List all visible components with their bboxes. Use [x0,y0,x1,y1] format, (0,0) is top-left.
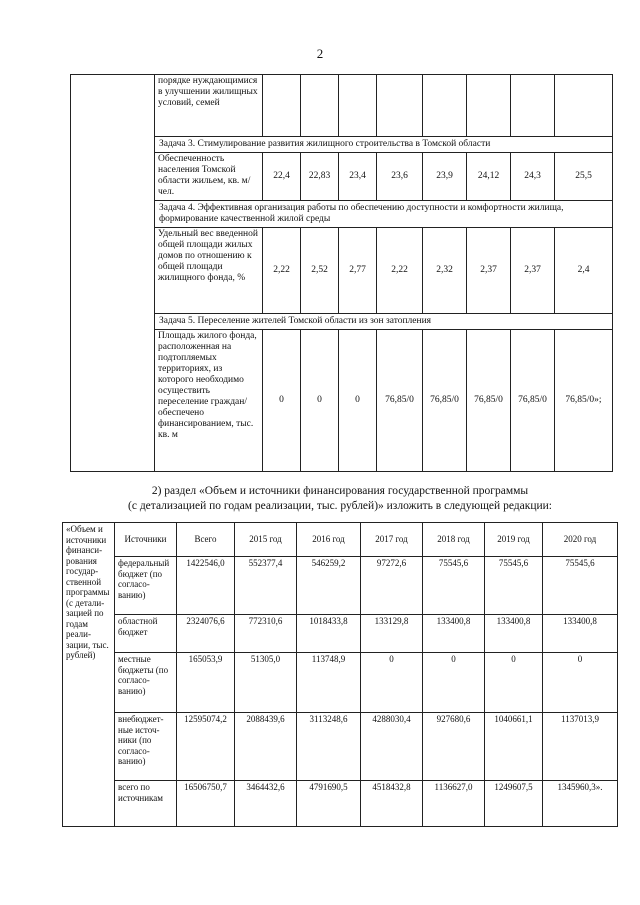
table-row [71,75,613,137]
section-paragraph [84,484,596,514]
value-cell: 1136627,0 [423,781,485,827]
column-header: Источники [115,523,177,557]
row-label: Площадь жилого фонда, расположенная на подтопляемых территориях, из которого необходимо осуществить переселение граждан/обеспечено финансированием, тыс. кв. м [155,330,263,472]
value-cell: 22,83 [301,153,339,201]
value-cell: 1040661,1 [485,713,543,781]
value-cell: 4791690,5 [297,781,361,827]
value-cell: 4518432,8 [361,781,423,827]
row-label: порядке нуждающимися в улучшении жилищных условий, семей [155,75,263,137]
value-cell: 1249607,5 [485,781,543,827]
task-3-heading: Задача 3. Стимулирование развития жилищного строительства в Томской области [155,137,613,153]
value-cell: 16506750,7 [177,781,235,827]
value-cell: 3113248,6 [297,713,361,781]
value-cell: 4288030,4 [361,713,423,781]
value-cell: 2324076,6 [177,615,235,653]
row-label: Удельный вес введенной общей площади жилых домов по отношению к общей площади жилищного фонда, % [155,228,263,314]
value-cell: 546259,2 [297,557,361,615]
value-cell: 25,5 [555,153,613,201]
paragraph-line-2: (с детализацией по годам реализации, тыс. рублей)» изложить в следующей редакции: [128,500,552,512]
value-cell: 2,22 [263,228,301,314]
empty-cell [71,75,155,472]
value-cell: 76,85/0 [511,330,555,472]
value-cell: 0 [339,330,377,472]
value-cell: 2,52 [301,228,339,314]
value-cell: 76,85/0 [467,330,511,472]
value-cell: 133400,8 [485,615,543,653]
page-number: 2 [316,46,324,61]
value-cell: 2,37 [511,228,555,314]
table-row [63,713,618,781]
value-cell: 927680,6 [423,713,485,781]
value-cell: 1018433,8 [297,615,361,653]
value-cell: 0 [543,653,618,713]
value-cell: 0 [361,653,423,713]
value-cell: 2088439,6 [235,713,297,781]
task-4-heading: Задача 4. Эффективная организация работы по обеспечению доступности и комфортности жилища, формирование качественной жилой среды [155,201,613,228]
task-5-heading: Задача 5. Переселение жителей Томской области из зон затопления [155,314,613,330]
column-header: 2015 год [235,523,297,557]
value-cell: 51305,0 [235,653,297,713]
table-header-row [63,523,618,557]
column-header: Всего [177,523,235,557]
value-cell: 165053,9 [177,653,235,713]
value-cell: 3464432,6 [235,781,297,827]
table-row [63,781,618,827]
table-row [63,557,618,615]
value-cell: 75545,6 [423,557,485,615]
value-cell: 2,77 [339,228,377,314]
value-cell: 23,9 [423,153,467,201]
value-cell: 133400,8 [423,615,485,653]
value-cell: 24,12 [467,153,511,201]
value-cell: 0 [423,653,485,713]
value-cell: 0 [263,330,301,472]
table-row [63,653,618,713]
value-cell: 0 [301,330,339,472]
value-cell: 12595074,2 [177,713,235,781]
value-cell: 1422546,0 [177,557,235,615]
value-cell: 75545,6 [543,557,618,615]
row-label: Обеспеченность населения Томской области жильем, кв. м/чел. [155,153,263,201]
source-cell: местные бюджеты (по согласо-ванию) [115,653,177,713]
indicators-table [70,74,613,472]
table-row [63,615,618,653]
value-cell: 133129,8 [361,615,423,653]
value-cell: 113748,9 [297,653,361,713]
value-cell: 2,22 [377,228,423,314]
source-cell: федеральный бюджет (по согласо-ванию) [115,557,177,615]
value-cell: 772310,6 [235,615,297,653]
value-cell: 2,32 [423,228,467,314]
source-cell: областной бюджет [115,615,177,653]
financing-table [62,522,618,827]
column-header: 2017 год [361,523,423,557]
value-cell: 97272,6 [361,557,423,615]
value-cell: 23,4 [339,153,377,201]
value-cell: 2,4 [555,228,613,314]
value-cell: 22,4 [263,153,301,201]
value-cell: 75545,6 [485,557,543,615]
column-header: 2020 год [543,523,618,557]
value-cell: 552377,4 [235,557,297,615]
value-cell: 23,6 [377,153,423,201]
column-header: 2019 год [485,523,543,557]
value-cell: 2,37 [467,228,511,314]
value-cell: 133400,8 [543,615,618,653]
value-cell: 1345960,3». [543,781,618,827]
value-cell: 24,3 [511,153,555,201]
value-cell: 76,85/0 [423,330,467,472]
value-cell: 1137013,9 [543,713,618,781]
program-label-cell: «Объем и источники финанси-рования государ-ственной программы (с детали-зацией по годам реали-зации, тыс. рублей) [63,523,115,827]
column-header: 2018 год [423,523,485,557]
source-cell: внебюджет-ные источ-ники (по согласо-ванию) [115,713,177,781]
source-cell: всего по источникам [115,781,177,827]
value-cell: 0 [485,653,543,713]
paragraph-line-1: 2) раздел «Объем и источники финансирования государственной программы [151,485,529,497]
column-header: 2016 год [297,523,361,557]
value-cell: 76,85/0»; [555,330,613,472]
value-cell: 76,85/0 [377,330,423,472]
